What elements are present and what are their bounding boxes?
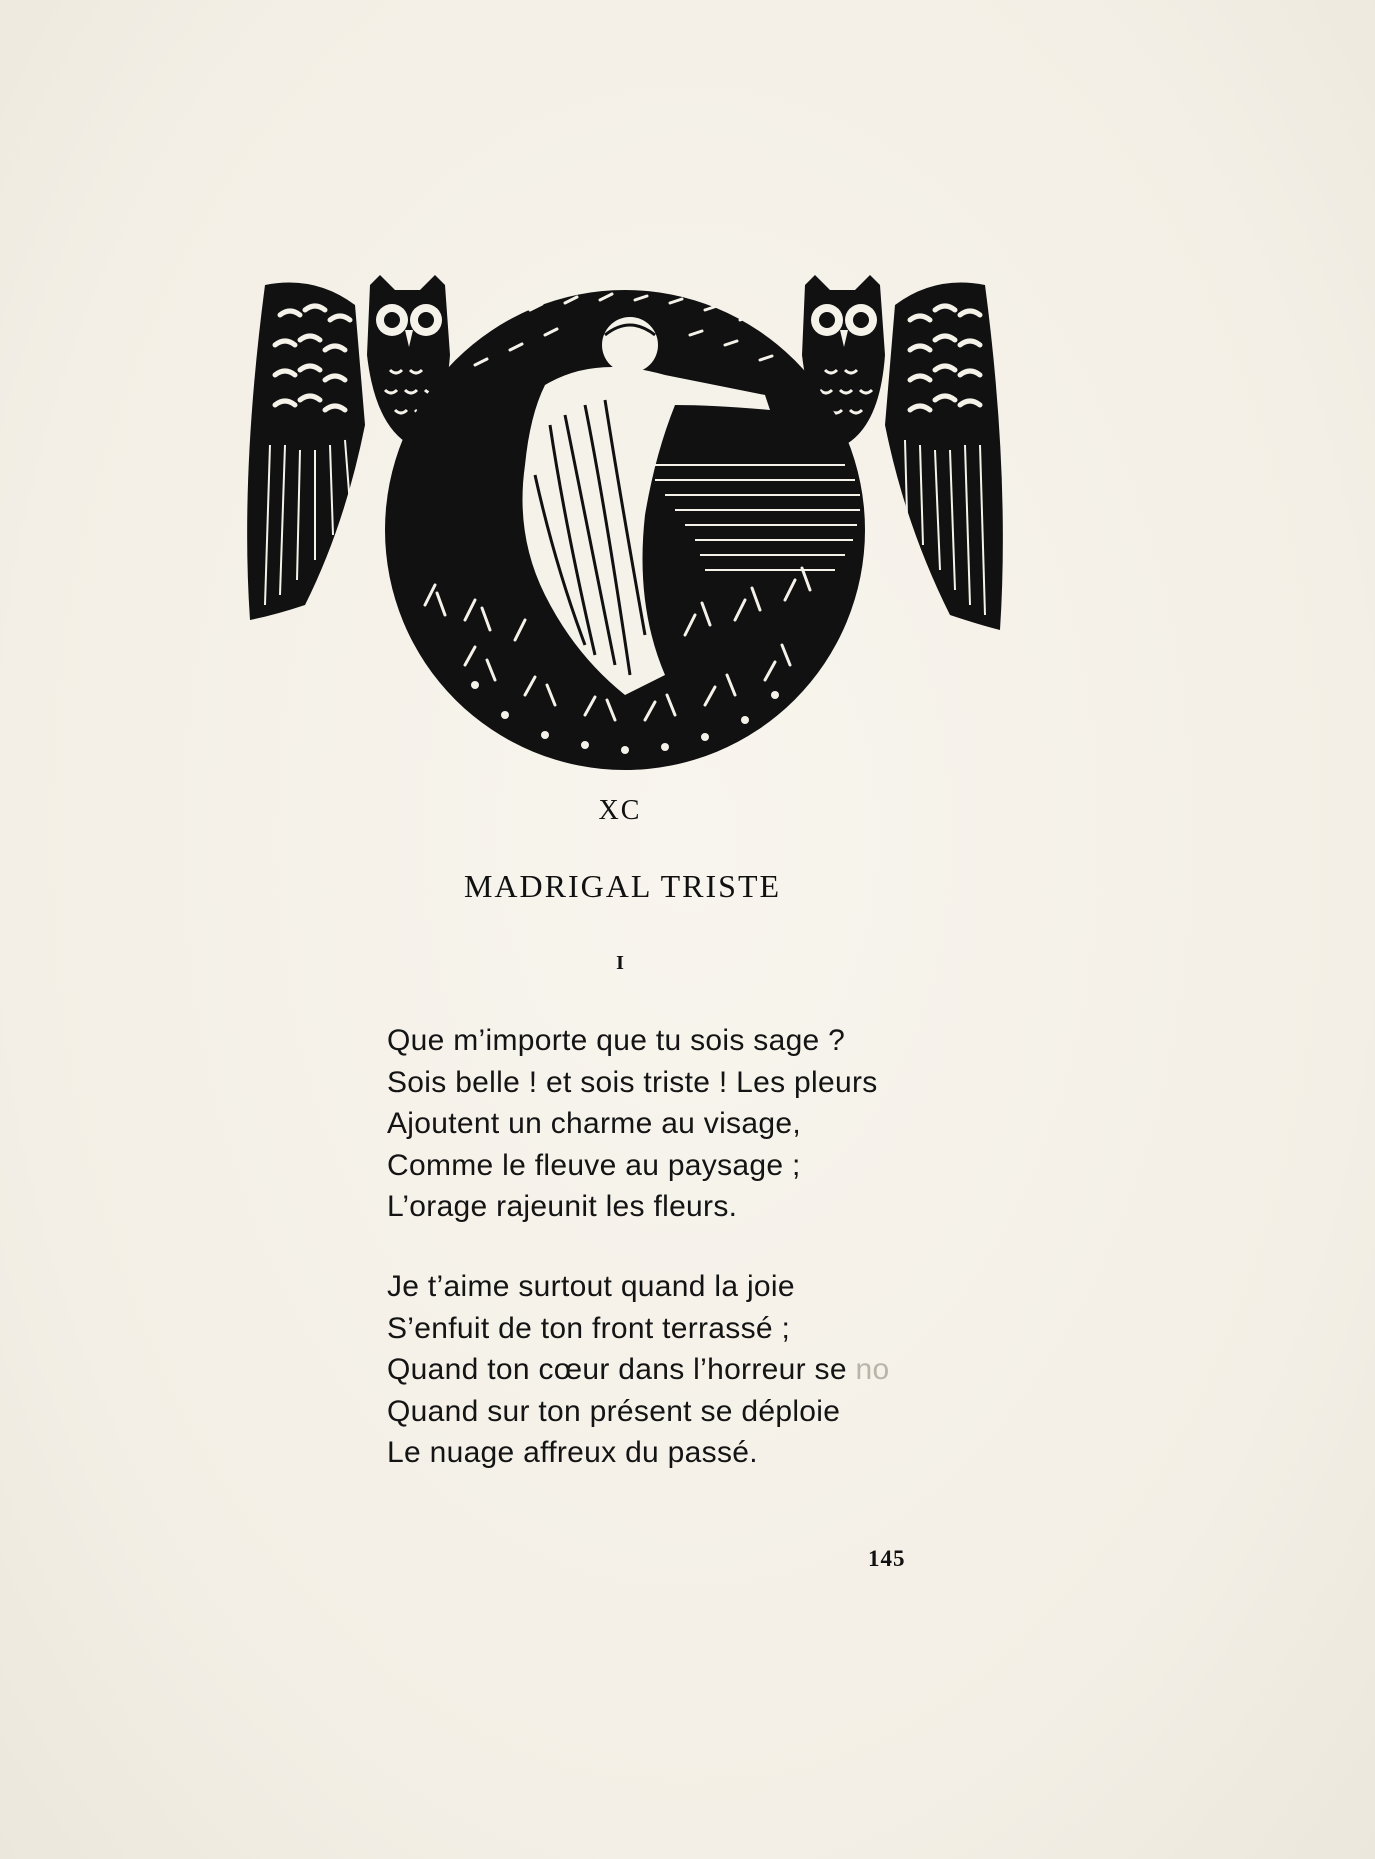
right-wing: [885, 283, 1003, 631]
verse-line: L’orage rajeunit les fleurs.: [387, 1190, 738, 1223]
faded-text: no: [855, 1353, 890, 1386]
verse-line: Quand sur ton présent se déploie: [387, 1394, 841, 1428]
page-number: 145: [868, 1546, 906, 1571]
left-wing: [247, 283, 365, 621]
verse-line: Je t’aime surtout quand la joie: [387, 1270, 795, 1303]
verse-line: Comme le fleuve au paysage ;: [387, 1148, 801, 1182]
verse-line: S’enfuit de ton front terrassé ;: [387, 1311, 791, 1345]
verse-line: Ajoutent un charme au visage,: [387, 1107, 801, 1140]
verse-line-text: Quand ton cœur dans l’horreur se: [387, 1353, 847, 1386]
woodcut-illustration: [245, 275, 1005, 775]
poem-title: MADRIGAL TRISTE: [463, 868, 782, 904]
section-number: I: [616, 952, 624, 974]
stanza-1: [387, 1020, 878, 1228]
verse-line: Que m’importe que tu sois sage ?: [387, 1024, 846, 1057]
verse-line: Le nuage affreux du passé.: [387, 1436, 758, 1469]
stanza-2: [387, 1266, 889, 1474]
verse-line-faded-end: [387, 1349, 889, 1391]
medallion-scene: [385, 290, 865, 770]
verse-line: Sois belle ! et sois triste ! Les pleurs: [387, 1065, 878, 1099]
chapter-number: XC: [598, 795, 642, 826]
